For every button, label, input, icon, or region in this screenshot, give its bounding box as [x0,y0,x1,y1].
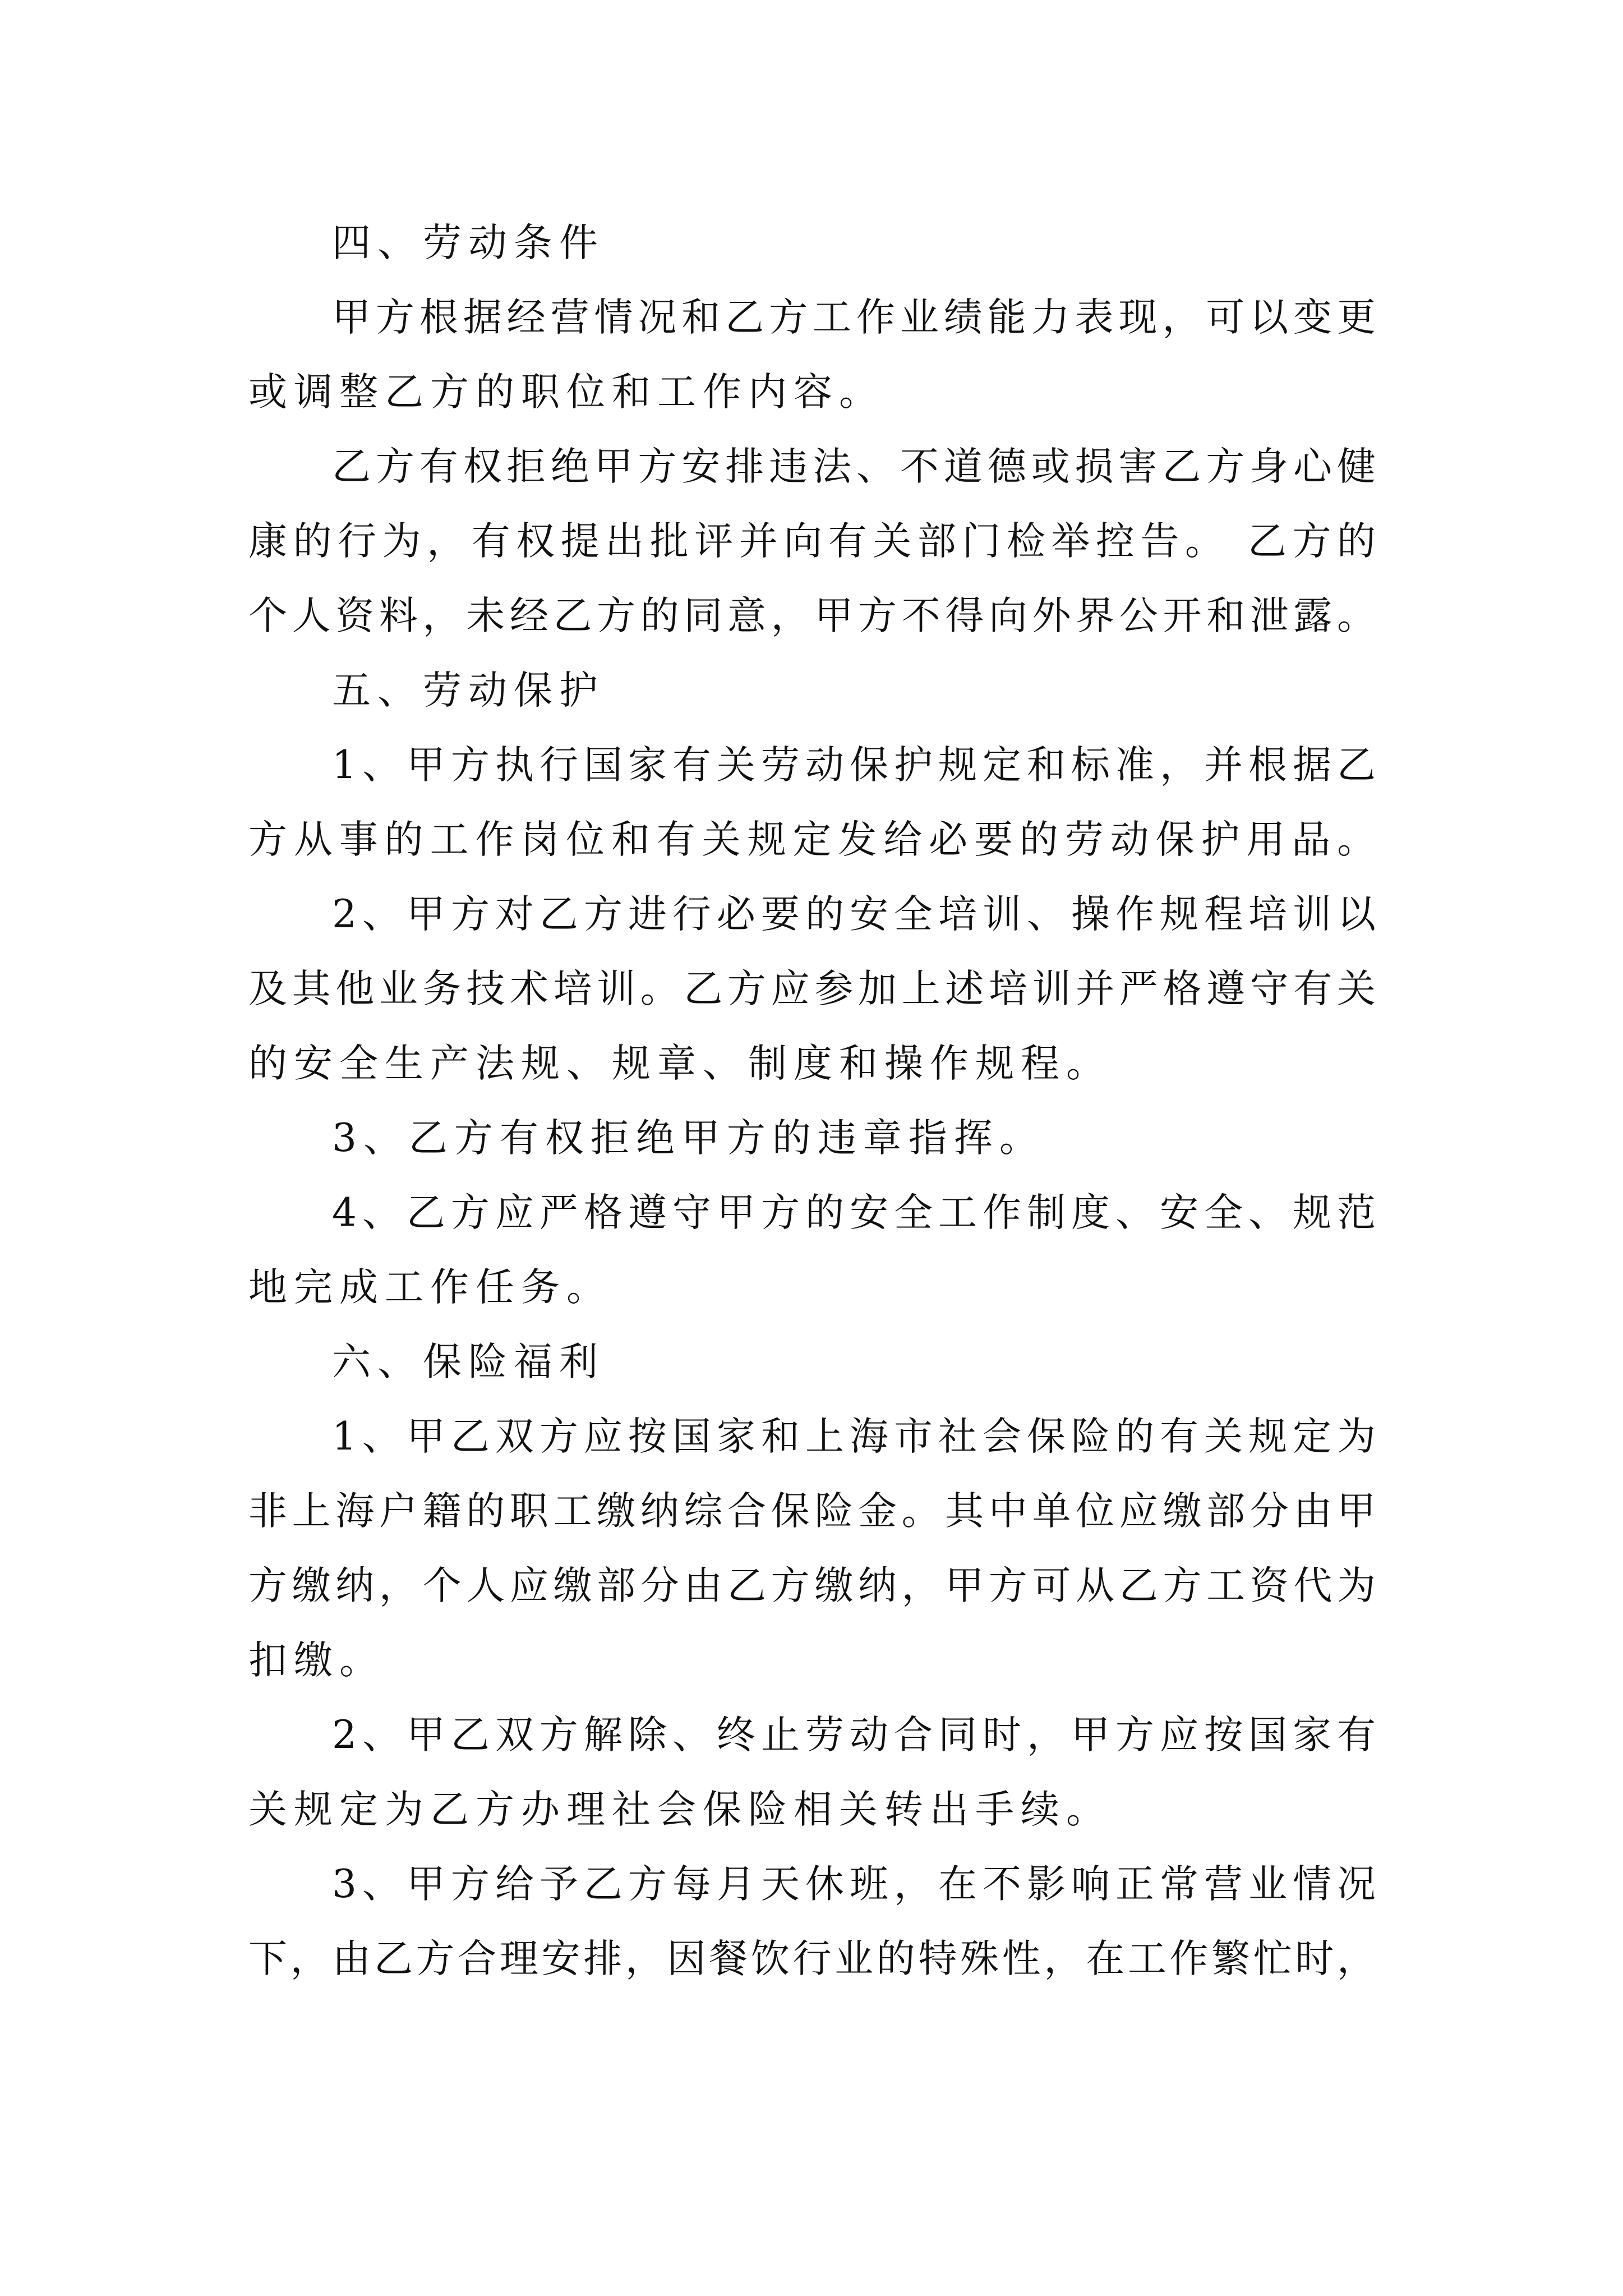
paragraph-line: 3、乙方有权拒绝甲方的违章指挥。 [332,1116,1045,1161]
paragraph-line: 1、甲方执行国家有关劳动保护规定和标准，并根据乙 [332,743,1376,788]
paragraph-line: 扣缴。 [248,1638,385,1683]
paragraph-line: 或调整乙方的职位和工作内容。 [248,370,884,415]
section-heading-labor-conditions: 四、劳动条件 [332,220,605,265]
paragraph-line: 2、甲方对乙方进行必要的安全培训、操作规程培训以 [332,892,1376,937]
paragraph-line: 甲方根据经营情况和乙方工作业绩能力表现，可以变更 [332,295,1376,340]
paragraph-line: 关规定为乙方办理社会保险相关转出手续。 [248,1787,1112,1832]
section-heading-labor-protection: 五、劳动保护 [332,668,605,713]
paragraph-line: 的安全生产法规、规章、制度和操作规程。 [248,1041,1112,1086]
paragraph-line: 乙方有权拒绝甲方安排违法、不道德或损害乙方身心健 [332,444,1376,489]
paragraph-line: 下，由乙方合理安排，因餐饮行业的特殊性，在工作繁忙时， [248,1936,1376,1981]
paragraph-line: 非上海户籍的职工缴纳综合保险金。其中单位应缴部分由甲 [248,1489,1376,1534]
paragraph-line: 地完成工作任务。 [248,1265,612,1310]
paragraph-line: 1、甲乙双方应按国家和上海市社会保险的有关规定为 [332,1414,1376,1459]
paragraph-line: 及其他业务技术培训。乙方应参加上述培训并严格遵守有关 [248,967,1376,1011]
paragraph-line: 个人资料，未经乙方的同意，甲方不得向外界公开和泄露。 [248,593,1376,638]
paragraph-line: 4、乙方应严格遵守甲方的安全工作制度、安全、规范 [332,1190,1376,1235]
paragraph-line: 方从事的工作岗位和有关规定发给必要的劳动保护用品。 [248,817,1376,862]
paragraph-line: 方缴纳，个人应缴部分由乙方缴纳，甲方可从乙方工资代为 [248,1563,1376,1608]
paragraph-line: 康的行为，有权提出批评并向有关部门检举控告。 乙方的 [248,519,1376,564]
section-heading-insurance-welfare: 六、保险福利 [332,1340,605,1384]
paragraph-line: 2、甲乙双方解除、终止劳动合同时，甲方应按国家有 [332,1713,1376,1757]
paragraph-line: 3、甲方给予乙方每月天休班，在不影响正常营业情况 [332,1862,1376,1907]
